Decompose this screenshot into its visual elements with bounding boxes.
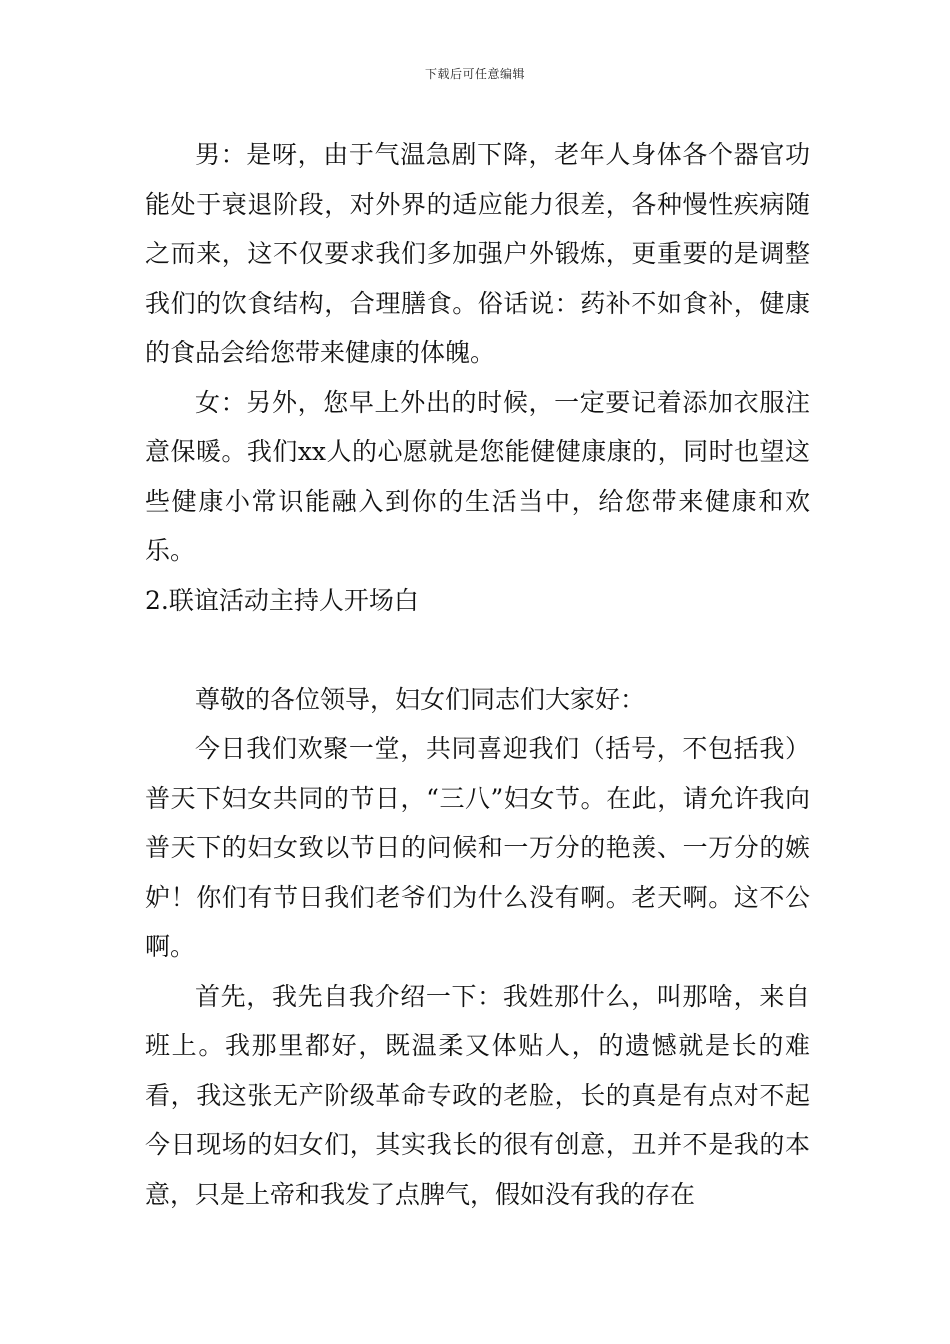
page-header: 下载后可任意编辑 [424, 67, 525, 81]
document-body [145, 130, 810, 1219]
paragraph-female-speaker: 女：另外，您早上外出的时候，一定要记着添加衣服注意保暖。我们xx人的心愿就是您能健健康康的，同时也望这些健康小常识能融入到你的生活当中，给您带来健康和欢乐。 [145, 387, 810, 565]
paragraph-self-introduction: 首先，我先自我介绍一下：我姓那什么，叫那啥，来自班上。我那里都好，既温柔又体贴人，的遗憾就是长的难看，我这张无产阶级革命专政的老脸，长的真是有点对不起今日现场的妇女们，其实我长的很有创意，丑并不是我的本意，只是上帝和我发了点脾气，假如没有我的存在 [145, 981, 810, 1209]
blank-line [145, 625, 810, 675]
paragraph-opening: 今日我们欢聚一堂，共同喜迎我们（括号，不包括我）普天下妇女共同的节日，“三八”妇女节。在此，请允许我向普天下的妇女致以节日的问候和一万分的艳羡、一万分的嫉妒！你们有节日我们老爷们为什么没有啊。老天啊。这不公啊。 [145, 734, 810, 961]
paragraph-greeting: 尊敬的各位领导，妇女们同志们大家好： [195, 684, 646, 714]
section-heading: 2.联谊活动主持人开场白 [145, 585, 419, 615]
paragraph-male-speaker: 男：是呀，由于气温急剧下降，老年人身体各个器官功能处于衰退阶段，对外界的适应能力很差，各种慢性疾病随之而来，这不仅要求我们多加强户外锻炼，更重要的是调整我们的饮食结构，合理膳食。俗话说：药补不如食补，健康的食品会给您带来健康的体魄。 [145, 140, 810, 367]
